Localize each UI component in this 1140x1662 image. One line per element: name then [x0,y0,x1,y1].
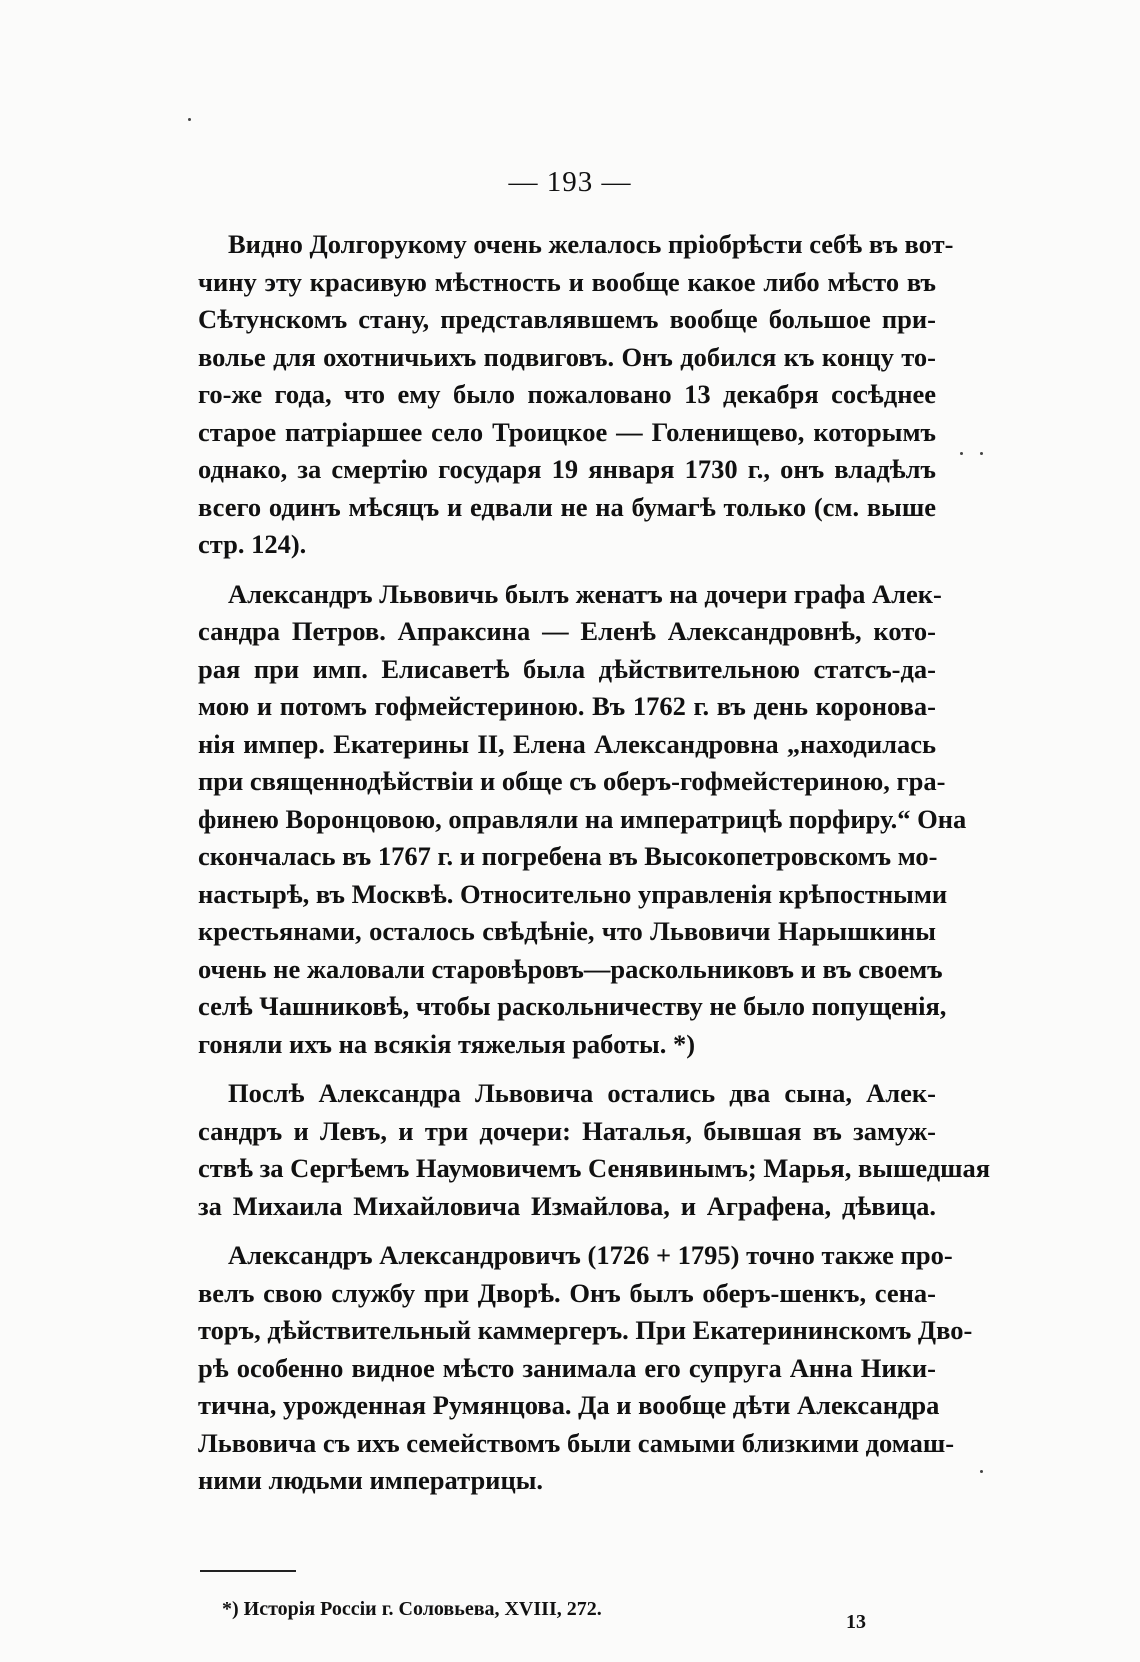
scan-speck [960,452,963,455]
scan-speck [980,1470,983,1473]
text-line: Послѣ Александра Львовича остались два сына, Алек- [228,1078,936,1108]
text-line: всего одинъ мѣсяцъ и едвали не на бумагѣ только (см. выше [198,491,936,522]
footnote: *) Исторія Россіи г. Соловьева, XVIII, 272. [222,1598,602,1620]
page-number-header: — 193 — [508,166,632,198]
text-line: очень не жаловали старовѣровъ—раскольниковъ и въ своемъ [198,953,943,984]
paragraph [198,1237,973,1500]
text-line: Видно Долгорукому очень желалось пріобрѣсти себѣ въ вот- [228,229,954,259]
text-line: рѣ особенно видное мѣсто занимала его супруга Анна Ники- [198,1352,936,1383]
text-line: финею Воронцовою, оправляли на императрицѣ порфиру.“ Она [198,803,967,834]
text-line: скончалась въ 1767 г. и погребена въ Высокопетровскомъ мо- [198,841,938,871]
text-line: Сѣтунскомъ стану, представлявшемъ вообще большое при- [198,304,936,334]
text-line: тична, урожденная Румянцова. Да и вообще дѣти Александра [198,1390,940,1420]
body-text [198,226,991,1512]
scan-speck [188,118,191,121]
text-line: стр. 124). [198,529,307,559]
text-line: нія импер. Екатерины II, Елена Александровна „находилась [198,728,936,759]
text-line: гоняли ихъ на всякія тяжелыя работы. *) [198,1028,696,1059]
scan-speck [980,452,983,455]
text-line: торъ, дѣйствительный каммергеръ. При Екатерининскомъ Дво- [198,1315,973,1345]
text-line: крестьянами, осталось свѣдѣніе, что Львовичи Нарышкины [198,916,936,946]
text-line: при священнодѣйствіи и обще съ оберъ-гофмейстериною, гра- [198,766,946,796]
text-line: велъ свою службу при Дворѣ. Онъ былъ оберъ-шенкъ, сена- [198,1277,936,1308]
text-line: го-же года, что ему было пожаловано 13 декабря сосѣднее [198,379,936,409]
text-line: чину эту красивую мѣстность и вообще какое либо мѣсто въ [198,266,936,297]
paragraph [198,576,967,1064]
text-line: ними людьми императрицы. [198,1465,544,1495]
text-line: сандръ и Левъ, и три дочери: Наталья, бывшая въ замуж- [198,1115,936,1146]
text-line: рая при имп. Елисаветѣ была дѣйствительною статсъ-да- [198,653,936,684]
footnote-rule [200,1570,296,1572]
text-line: однако, за смертію государя 19 января 1730 г., онъ владѣлъ [198,454,936,484]
paragraph [198,226,954,564]
text-line: Александръ Александровичъ (1726 + 1795) точно также про- [228,1240,953,1270]
signature-mark: 13 [846,1611,866,1633]
text-line: сандра Петров. Апраксина — Еленѣ Александровнѣ, кото- [198,616,936,646]
text-line: Александръ Львовичь былъ женатъ на дочери графа Алек- [228,578,942,609]
text-line: старое патріаршее село Троицкое — Голенищево, которымъ [198,416,936,447]
text-line: настырѣ, въ Москвѣ. Относительно управленія крѣпостными [198,878,948,909]
text-line: селѣ Чашниковѣ, чтобы раскольничеству не было попущенія, [198,991,947,1021]
text-line: Львовича съ ихъ семействомъ были самыми близкими домаш- [198,1427,955,1458]
text-line: мою и потомъ гофмейстериною. Въ 1762 г. въ день коронова- [198,691,936,721]
paragraph [198,1075,991,1225]
text-line: волье для охотничьихъ подвиговъ. Онъ добился къ концу то- [198,341,936,372]
text-line: за Михаила Михайловича Измайлова, и Аграфена, дѣвица. [198,1190,936,1221]
text-line: ствѣ за Сергѣемъ Наумовичемъ Сенявинымъ; Марья, вышедшая [198,1153,991,1183]
